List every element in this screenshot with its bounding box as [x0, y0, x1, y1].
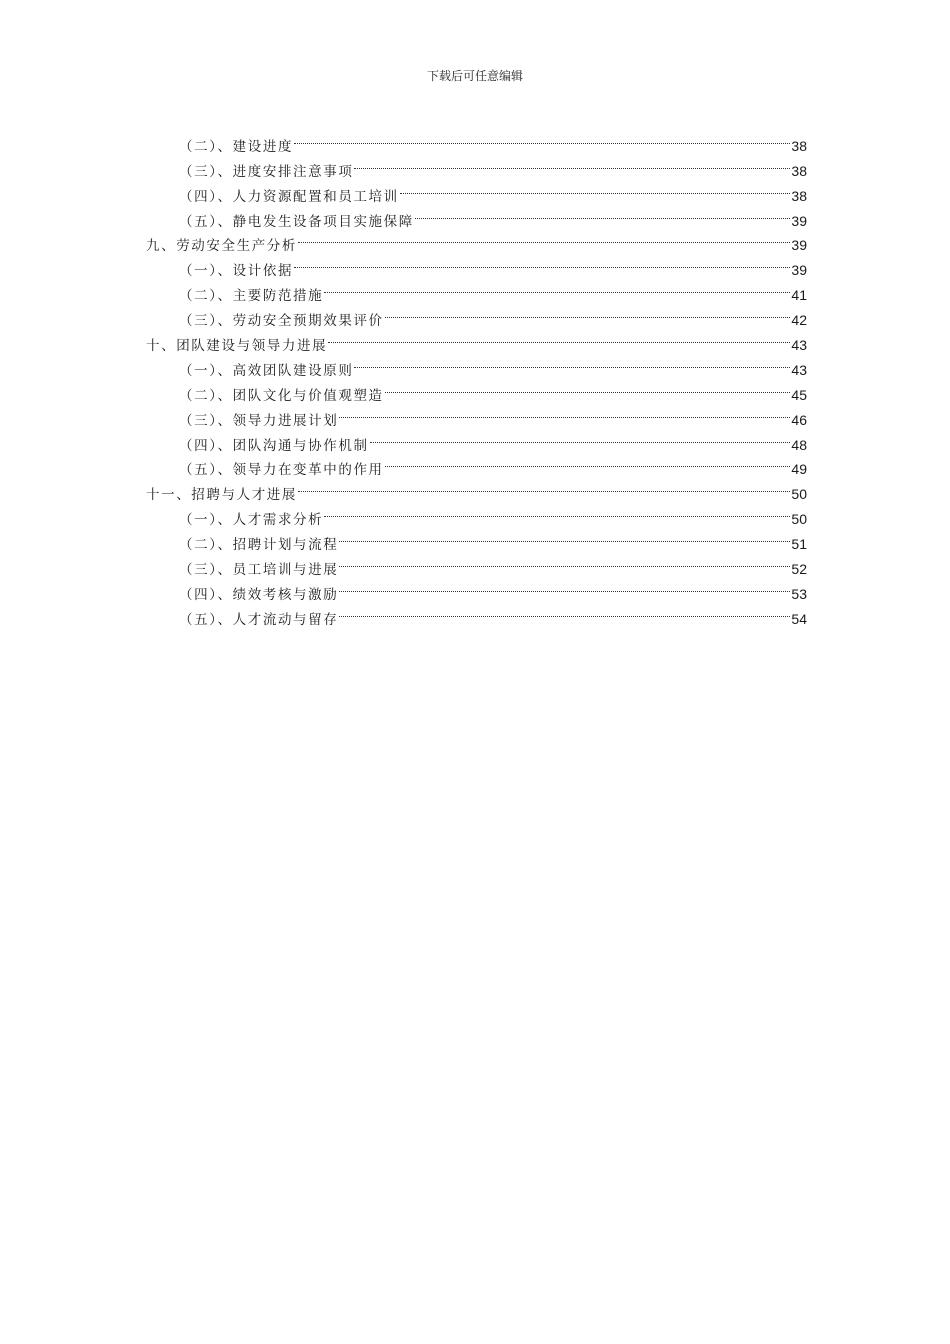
toc-dot-leader [324, 275, 790, 300]
toc-entry-title: （五）、静电发生设备项目实施保障 [179, 213, 414, 230]
toc-dot-leader [294, 250, 790, 275]
toc-dot-leader [370, 425, 791, 450]
toc-entry-page: 51 [791, 536, 807, 553]
toc-entry-title: （五）、领导力在变革中的作用 [179, 462, 384, 479]
toc-entry-page: 39 [791, 262, 807, 279]
page-header: 下载后可任意编辑 [426, 69, 523, 83]
toc-entry-page: 43 [791, 337, 807, 354]
toc-dot-leader [324, 499, 790, 524]
toc-entry-page: 54 [791, 610, 807, 627]
toc-entry-title: （四）、绩效考核与激励 [179, 586, 339, 603]
toc-dot-leader [328, 325, 790, 350]
toc-dot-leader [339, 599, 790, 624]
toc-entry-title: （二）、团队文化与价值观塑造 [179, 387, 384, 404]
toc-entry-title: （三）、进度安排注意事项 [179, 163, 354, 180]
toc-entry-page: 45 [791, 386, 807, 403]
toc-entry-title: （四）、团队沟通与协作机制 [179, 437, 369, 454]
toc-dot-leader [339, 524, 790, 549]
toc-entry-page: 43 [791, 361, 807, 378]
toc-entry-page: 50 [791, 486, 807, 503]
toc-entry-page: 38 [791, 137, 807, 154]
toc-entry-title: （五）、人才流动与留存 [179, 611, 339, 628]
toc-entry-page: 52 [791, 561, 807, 578]
toc-entry-page: 41 [791, 287, 807, 304]
toc-dot-leader [385, 300, 791, 325]
table-of-contents [146, 126, 807, 628]
toc-entry-page: 53 [791, 585, 807, 602]
toc-entry-title: （二）、主要防范措施 [179, 288, 324, 305]
toc-entry-title: （一）、设计依据 [179, 263, 294, 280]
toc-entry-title: （三）、劳动安全预期效果评价 [179, 313, 384, 330]
toc-entry-page: 38 [791, 162, 807, 179]
toc-dot-leader [339, 574, 790, 599]
toc-entry-title: （一）、高效团队建设原则 [179, 362, 354, 379]
toc-entry-page: 50 [791, 511, 807, 528]
toc-entry-title: （二）、建设进度 [179, 138, 294, 155]
toc-dot-leader [385, 450, 791, 475]
toc-entry-page: 46 [791, 411, 807, 428]
toc-dot-leader [354, 350, 790, 375]
toc-entry-title: （四）、人力资源配置和员工培训 [179, 188, 399, 205]
toc-entry-title: （三）、领导力进展计划 [179, 412, 339, 429]
toc-entry-title: （一）、人才需求分析 [179, 512, 324, 529]
toc-dot-leader [339, 400, 790, 425]
toc-entry-title: 九、劳动安全生产分析 [146, 238, 297, 255]
toc-entry-title: 十、团队建设与领导力进展 [146, 338, 328, 355]
toc-dot-leader [294, 126, 790, 151]
toc-entry-title: （二）、招聘计划与流程 [179, 537, 339, 554]
toc-entry-page: 42 [791, 312, 807, 329]
toc-dot-leader [415, 201, 791, 226]
toc-dot-leader [339, 549, 790, 574]
toc-entry-page: 49 [791, 461, 807, 478]
toc-entry-page: 38 [791, 187, 807, 204]
toc-dot-leader [385, 375, 791, 400]
toc-dot-leader [298, 474, 790, 499]
toc-entry-page: 39 [791, 212, 807, 229]
toc-entry-title: （三）、员工培训与进展 [179, 562, 339, 579]
toc-entry[interactable] [146, 126, 807, 155]
toc-dot-leader [298, 226, 790, 251]
toc-dot-leader [400, 176, 791, 201]
toc-entry-page: 48 [791, 436, 807, 453]
toc-entry-page: 39 [791, 237, 807, 254]
toc-entry-title: 十一、招聘与人才进展 [146, 487, 297, 504]
toc-dot-leader [354, 151, 790, 176]
